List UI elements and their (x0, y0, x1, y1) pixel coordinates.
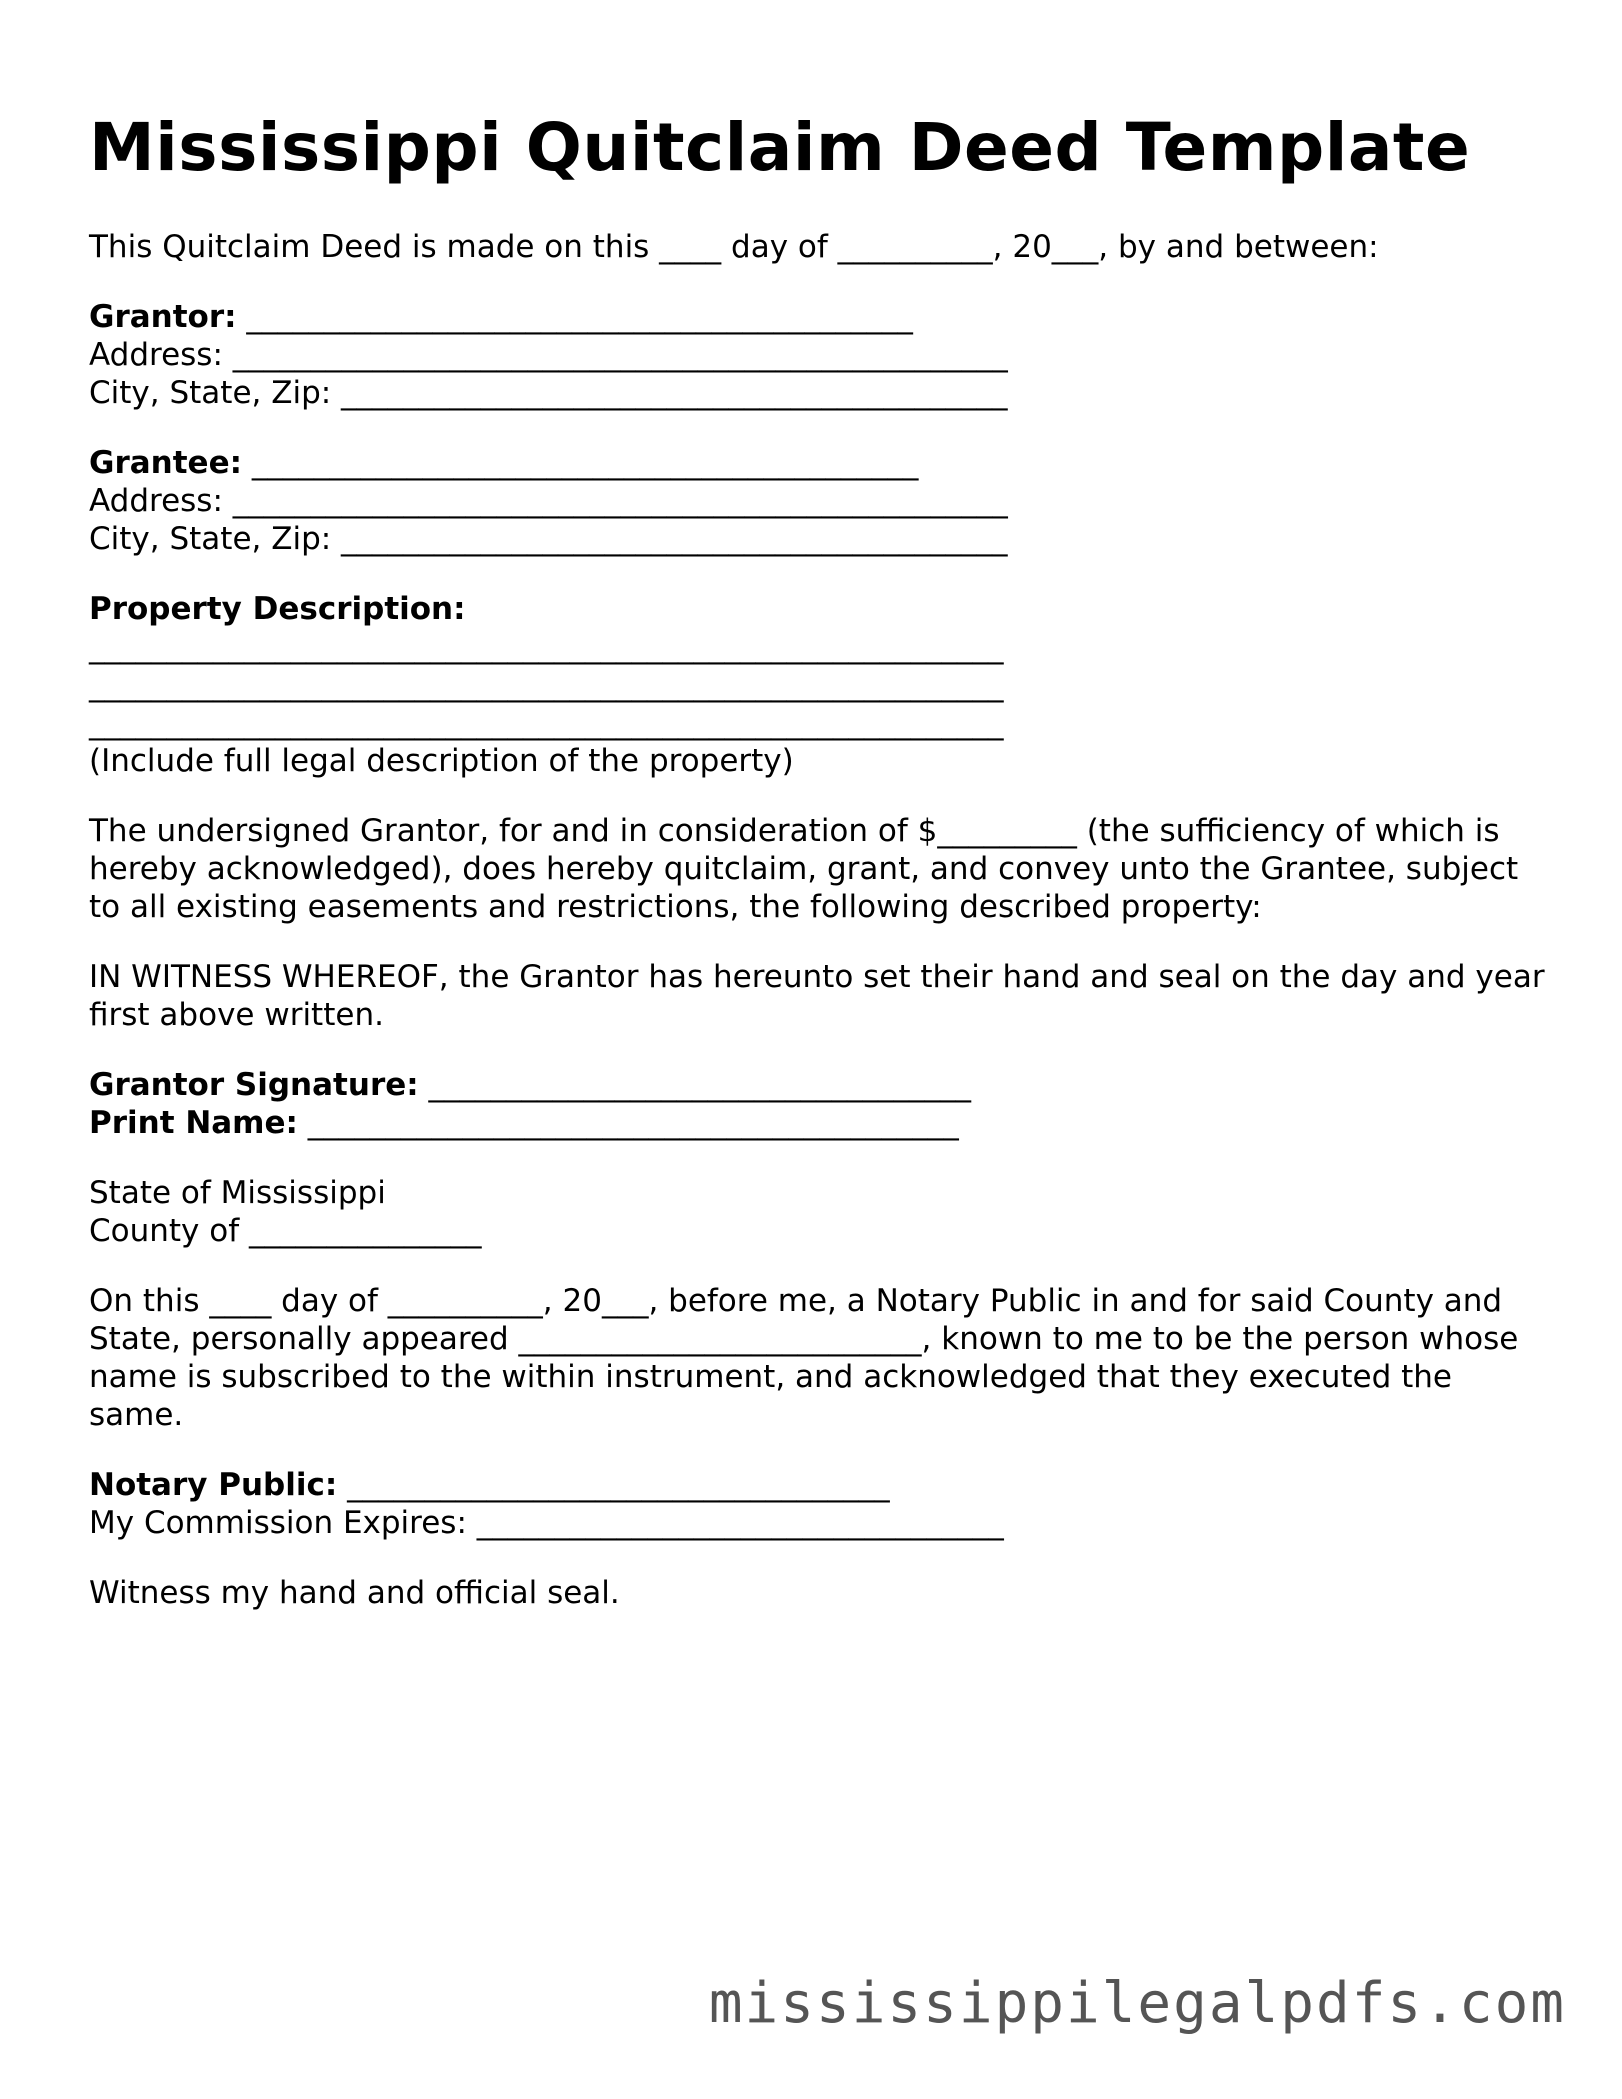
notary-public-label: Notary Public: (89, 1467, 338, 1503)
grantor-blank: ___________________________________________ (236, 299, 913, 335)
grantor-section (89, 298, 1549, 412)
acknowledgment-paragraph: On this ____ day of __________, 20___, before me, a Notary Public in and for said County and State, personally appeared __________________________, known to me to be the person whose name is subscribed to the within instrument, and acknowledged that they executed the same. (89, 1283, 1529, 1433)
witness-paragraph: IN WITNESS WHEREOF, the Grantor has hereunto set their hand and seal on the day and year first above written. (89, 959, 1555, 1033)
closing-statement: Witness my hand and official seal. (89, 1575, 620, 1611)
property-label: Property Description: (89, 591, 466, 627)
grantee-address: Address: __________________________________________________ (89, 483, 1008, 519)
print-name-label: Print Name: (89, 1105, 298, 1141)
property-blank-2: ___________________________________________________________ (89, 667, 1004, 703)
property-note: (Include full legal description of the property) (89, 743, 794, 779)
grantee-city-state-zip: City, State, Zip: ___________________________________________ (89, 521, 1008, 557)
grantor-city-state-zip: City, State, Zip: ___________________________________________ (89, 375, 1008, 411)
property-section (89, 590, 1549, 780)
intro-paragraph: This Quitclaim Deed is made on this ____ day of __________, 20___, by and between: (89, 229, 1379, 265)
site-watermark: mississippilegalpdfs.com (708, 1971, 1566, 2036)
commission-expires: My Commission Expires: __________________________________ (89, 1505, 1004, 1541)
grantor-signature-blank: ___________________________________ (418, 1067, 972, 1103)
venue-section (89, 1174, 1549, 1250)
venue-state: State of Mississippi (89, 1175, 386, 1211)
grantor-signature-line (89, 1066, 1549, 1104)
grantee-blank: ___________________________________________ (242, 445, 919, 481)
grantee-label: Grantee: (89, 445, 242, 481)
property-blank-1: ___________________________________________________________ (89, 629, 1004, 665)
deed-document (89, 108, 1555, 1612)
grantor-signature-label: Grantor Signature: (89, 1067, 419, 1103)
property-blank-3: ___________________________________________________________ (89, 705, 1004, 741)
notary-public-blank: ___________________________________ (337, 1467, 890, 1503)
notary-public-line (89, 1466, 1549, 1504)
print-name-line (89, 1104, 1549, 1142)
consideration-paragraph: The undersigned Grantor, for and in consideration of $_________ (the sufficiency of which is hereby acknowledged), does hereby quitclaim, grant, and convey unto the Grantee, subject to all existing easements and restrictions, the following described property: (89, 813, 1529, 925)
notary-section (89, 1466, 1549, 1542)
signature-section (89, 1066, 1549, 1142)
grantor-label: Grantor: (89, 299, 237, 335)
venue-county: County of _______________ (89, 1213, 482, 1249)
grantor-address: Address: __________________________________________________ (89, 337, 1008, 373)
print-name-blank: __________________________________________ (297, 1105, 959, 1141)
grantee-section (89, 444, 1549, 558)
grantee-line (89, 444, 1549, 482)
grantor-line (89, 298, 1549, 336)
page-title: Mississippi Quitclaim Deed Template (89, 109, 1471, 186)
